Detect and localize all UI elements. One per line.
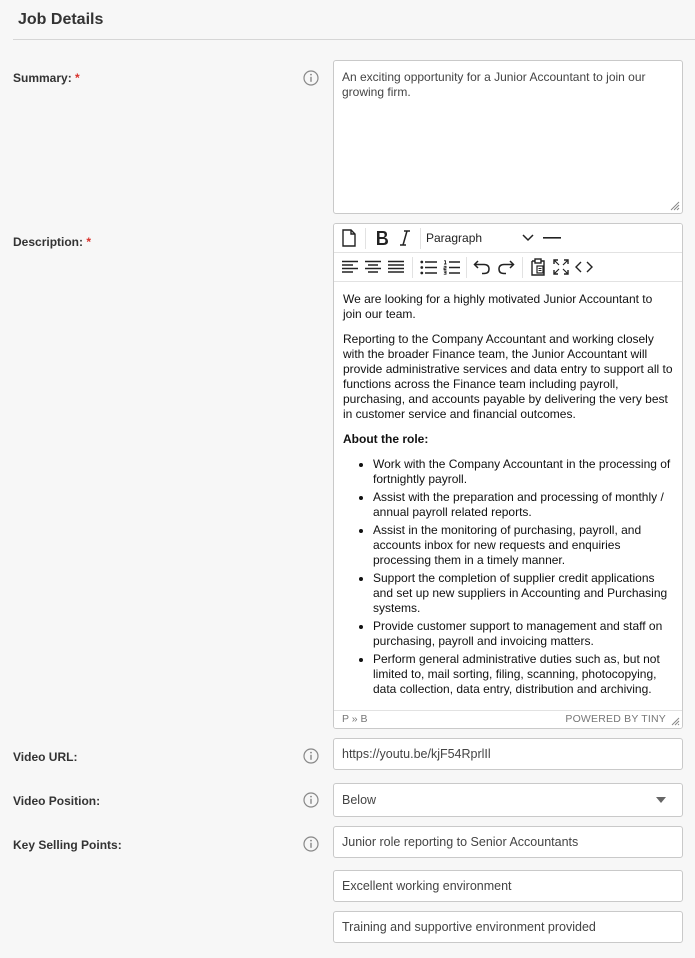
info-circle-icon[interactable] (303, 70, 319, 86)
description-label (13, 235, 91, 249)
undo-icon[interactable] (471, 253, 493, 281)
key-selling-points-label: Key Selling Points: (13, 838, 122, 852)
list-item: • Assist in the monitoring of purchasing, payroll, and accounts inbox for new requests and enquiries processing them in a timely manner. (373, 523, 673, 568)
info-circle-icon[interactable] (303, 748, 319, 764)
summary-label (13, 71, 80, 85)
editor-toolbar-row-2 (334, 253, 682, 282)
required-marker: * (75, 71, 80, 85)
selling-point-input-1[interactable]: Junior role reporting to Senior Accountants (333, 826, 683, 858)
video-position-value: Below (342, 793, 377, 807)
list-item: • Perform general administrative duties such as, but not limited to, mail sorting, filing, scanning, photocopying, data collection, data entry, distribution and archiving. (373, 652, 673, 697)
video-position-label: Video Position: (13, 794, 101, 808)
element-path[interactable]: P » B (342, 713, 368, 725)
editor-paragraph: We are looking for a highly motivated Junior Accountant to join our team. (343, 292, 653, 321)
toolbar-separator (365, 228, 366, 249)
resize-grip-icon[interactable] (668, 199, 680, 211)
italic-icon[interactable] (394, 224, 416, 252)
video-url-input[interactable]: https://youtu.be/kjF54RprlIl (333, 738, 683, 770)
summary-text: An exciting opportunity for a Junior Accountant to join our growing firm. (342, 70, 646, 99)
bold-icon[interactable] (371, 224, 393, 252)
editor-toolbar-row-1 (334, 224, 682, 253)
list-item: • Support the completion of supplier credit applications and set up new suppliers in Accounting and Purchasing systems. (373, 571, 673, 616)
section-divider (13, 39, 695, 40)
summary-textarea[interactable] (333, 60, 683, 214)
selling-point-input-2[interactable]: Excellent working environment (333, 870, 683, 902)
editor-paragraph: Reporting to the Company Accountant and working closely with the broader Finance team, the Junior Accountant will provide administrative services and data entry to support all to functions across the Finance team including payroll, purchasing, and accounts payable by delivering the very best in customer service and financial outcomes. (343, 332, 673, 421)
horizontal-rule-icon[interactable] (541, 224, 563, 252)
video-position-select[interactable] (333, 783, 683, 817)
toolbar-separator (420, 228, 421, 249)
info-circle-icon[interactable] (303, 792, 319, 808)
toolbar-separator (522, 257, 523, 278)
block-format-select[interactable] (426, 224, 536, 252)
list-item: • Assist with the preparation and processing of monthly / annual payroll related reports. (373, 490, 673, 520)
caret-down-icon (656, 797, 666, 803)
align-justify-icon[interactable] (385, 253, 407, 281)
powered-by-link[interactable]: POWERED BY TINY (565, 713, 666, 725)
paste-icon[interactable] (527, 253, 549, 281)
source-code-icon[interactable] (573, 253, 595, 281)
block-format-value: Paragraph (426, 231, 483, 245)
align-left-icon[interactable] (339, 253, 361, 281)
description-editor[interactable] (333, 223, 683, 729)
editor-content[interactable] (334, 282, 682, 712)
editor-subheading: About the role: (343, 432, 429, 446)
bullet-list-icon[interactable] (417, 253, 439, 281)
toolbar-separator (412, 257, 413, 278)
list-item: • Work with the Company Accountant in the processing of fortnightly payroll. (373, 457, 673, 487)
list-item: • Provide customer support to management and staff on purchasing, payroll and invoicing matters. (373, 619, 673, 649)
required-marker: * (86, 235, 92, 249)
chevron-down-icon (522, 233, 534, 243)
align-center-icon[interactable] (362, 253, 384, 281)
fullscreen-icon[interactable] (550, 253, 572, 281)
summary-label-text: Summary: (13, 71, 72, 85)
toolbar-separator (466, 257, 467, 278)
new-document-icon[interactable] (338, 224, 360, 252)
numbered-list-icon[interactable] (440, 253, 462, 281)
editor-statusbar (334, 710, 682, 728)
resize-grip-icon[interactable] (670, 716, 680, 726)
section-title: Job Details (18, 11, 104, 28)
redo-icon[interactable] (495, 253, 517, 281)
description-label-text: Description: (13, 235, 84, 249)
editor-bullet-list (343, 457, 673, 697)
info-circle-icon[interactable] (303, 836, 319, 852)
video-url-label: Video URL: (13, 750, 78, 764)
selling-point-input-3[interactable]: Training and supportive environment provided (333, 911, 683, 943)
